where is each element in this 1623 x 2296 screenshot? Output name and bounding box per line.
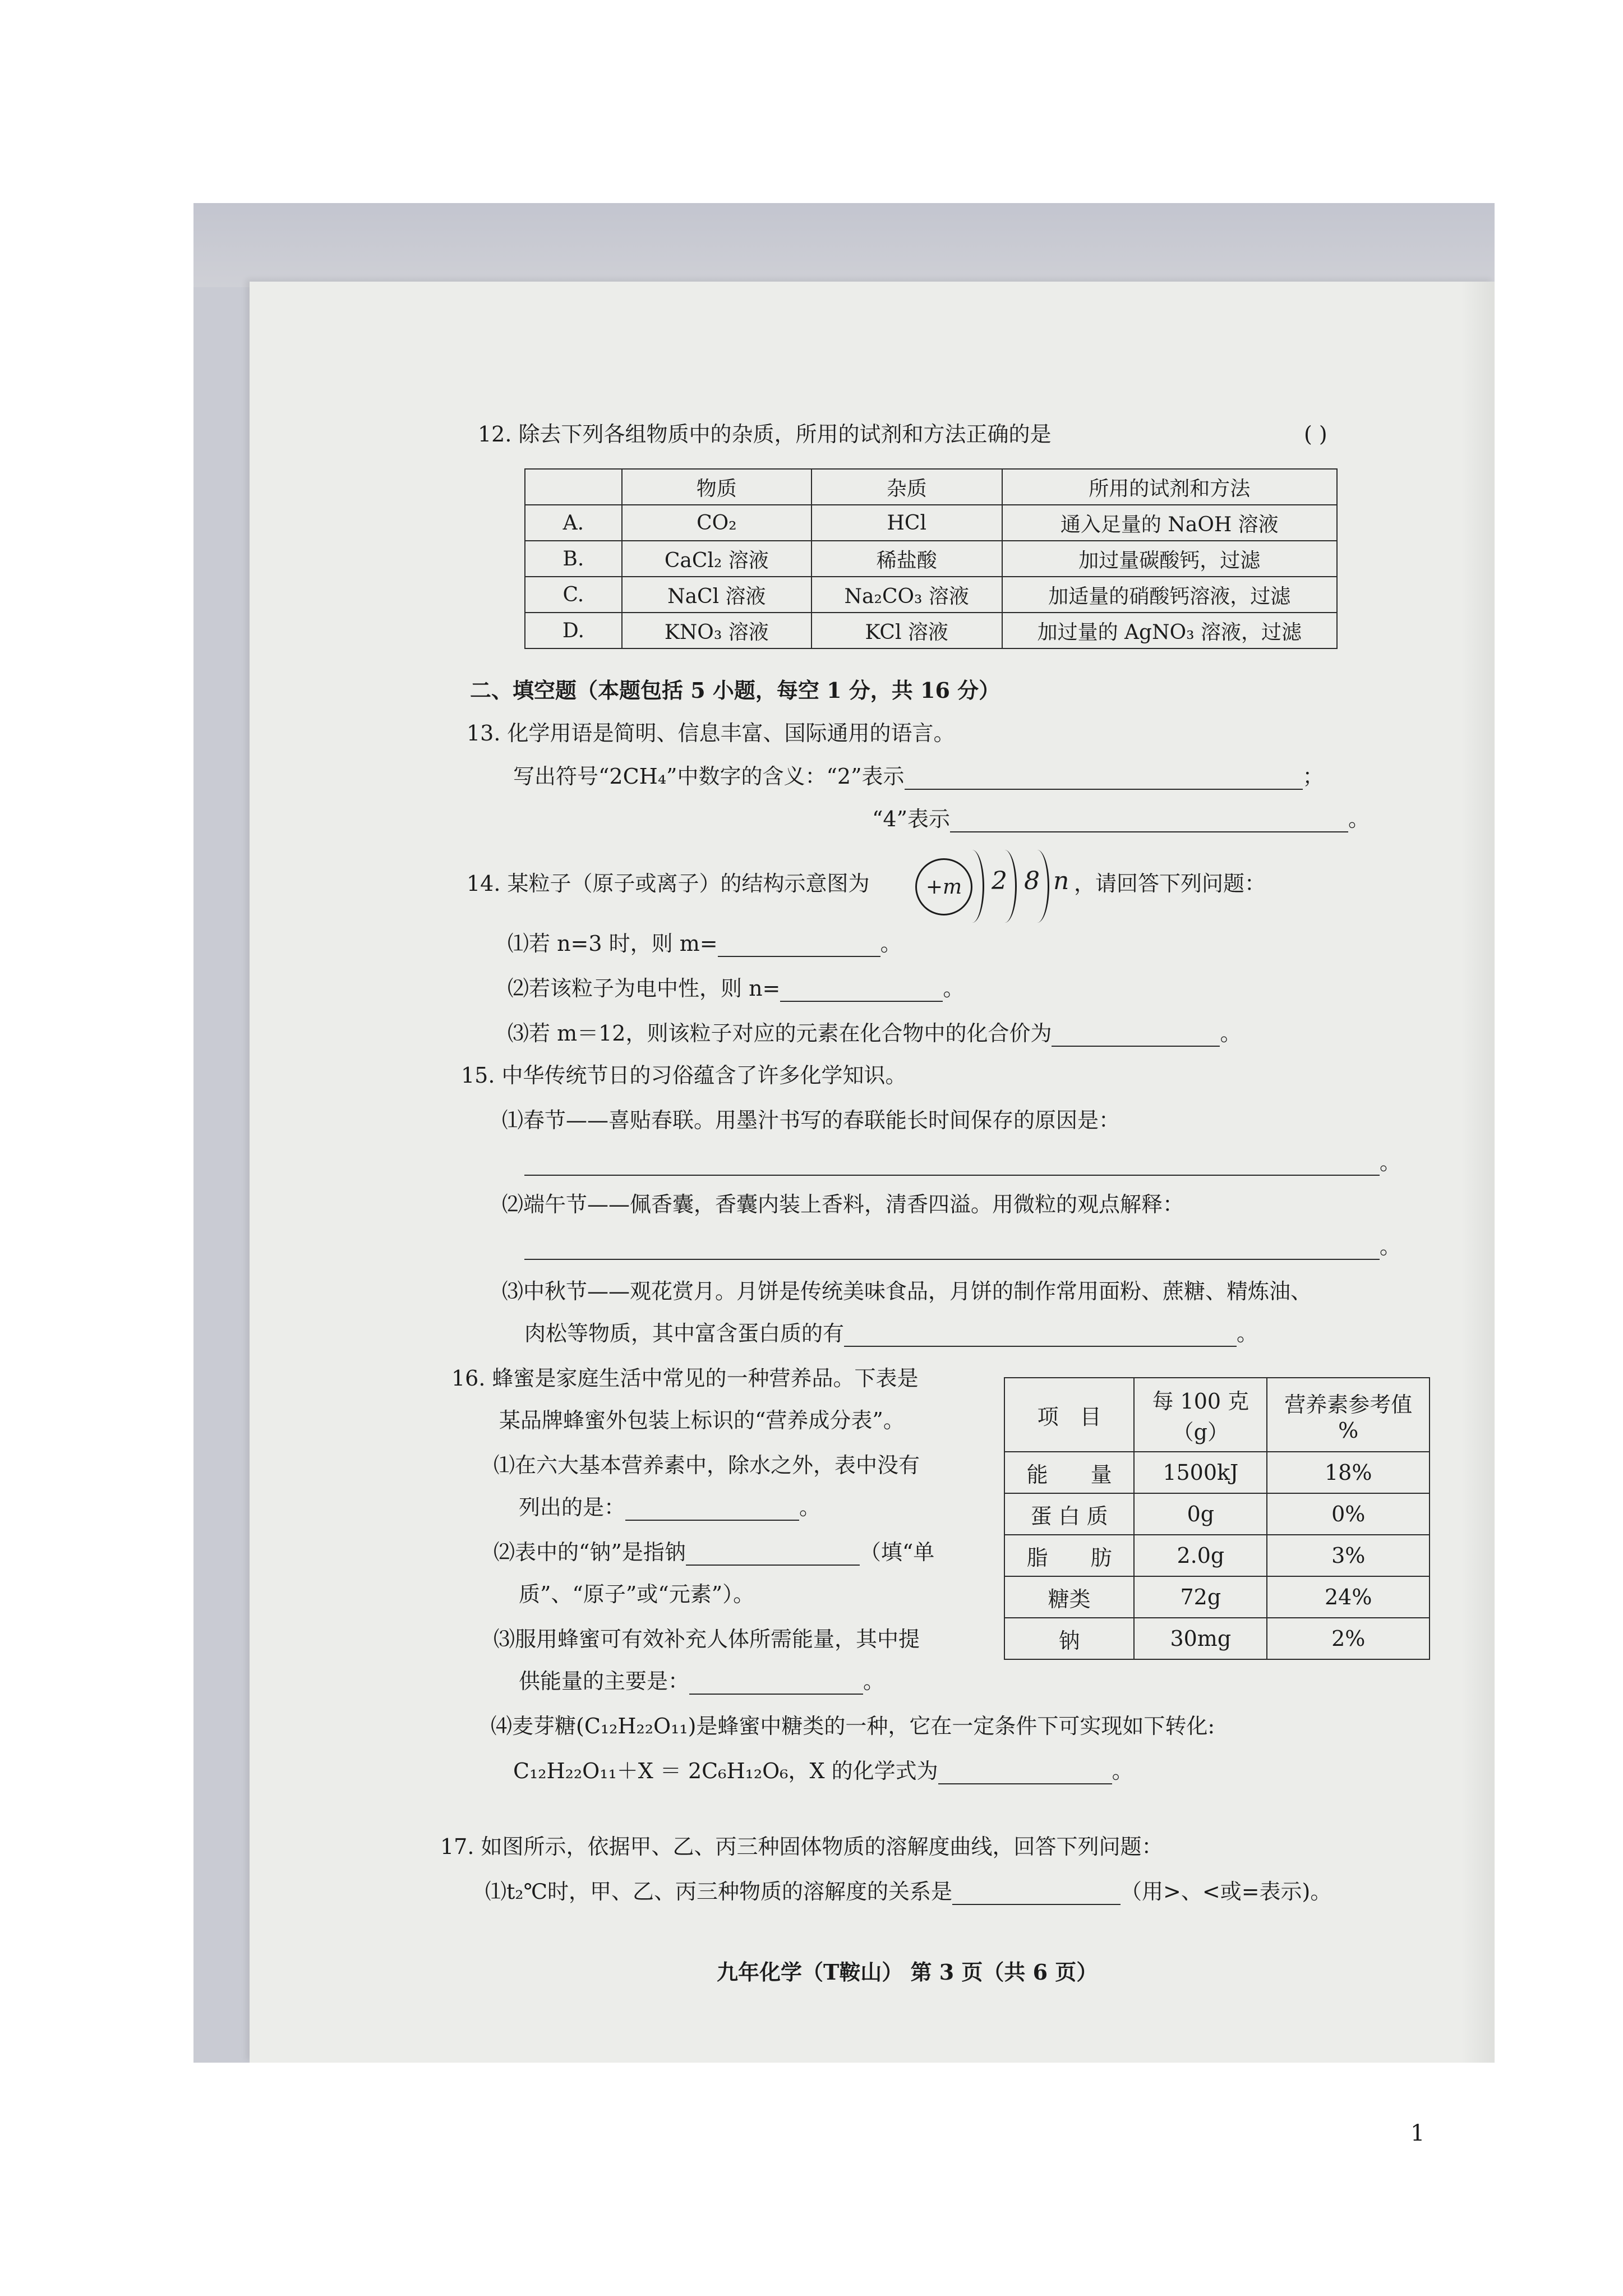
table-cell: 0g [1134,1493,1267,1535]
q13-line1 [513,764,1324,790]
q15-sub1-end: 。 [1380,1150,1401,1175]
table-cell: 脂 肪 [1004,1535,1134,1576]
q14-sub3-end: 。 [1220,1021,1242,1046]
table-cell: 加适量的硝酸钙溶液，过滤 [1002,577,1337,613]
table-cell: 加过量的 AgNO₃ 溶液，过滤 [1002,613,1337,648]
q16-line8 [519,1669,884,1695]
table-header: 杂质 [811,469,1002,505]
table-cell: HCl [811,505,1002,541]
section-heading: 二、填空题（本题包括 5 小题，每空 1 分，共 16 分） [470,678,1000,703]
answer-blank[interactable] [952,1883,1121,1905]
table-cell: 1500kJ [1134,1452,1267,1493]
table-row [1004,1493,1430,1535]
q14-stem-a: 14. 某粒子（原子或离子）的结构示意图为 [467,871,870,896]
q16-line4-text: 列出的是： [519,1495,626,1520]
table-cell: 稀盐酸 [811,541,1002,577]
q12-stem: 12. 除去下列各组物质中的杂质，所用的试剂和方法正确的是 [478,422,1052,447]
table-cell: 糖类 [1004,1576,1134,1618]
table-row [525,577,1337,613]
table-cell: CO₂ [622,505,811,541]
table-header [525,469,622,505]
answer-blank[interactable] [950,810,1348,832]
q15-sub3b-text: 肉松等物质，其中富含蛋白质的有 [524,1321,845,1346]
q16-line6: 质”、“原子”或“元素”）。 [519,1582,755,1607]
table-header-line: 每 100 克 [1152,1389,1249,1414]
table-cell: 加过量碳酸钙，过滤 [1002,541,1337,577]
q15-sub2-answer-line [524,1234,1401,1260]
q16-line9: ⑷麦芽糖(C₁₂H₂₂O₁₁)是蜂蜜中糖类的一种，它在一定条件下可实现如下转化: [491,1714,1215,1738]
q12-table [524,468,1338,649]
q15-sub2-end: 。 [1380,1234,1401,1259]
answer-blank[interactable] [625,1498,799,1521]
table-header: 所用的试剂和方法 [1002,469,1337,505]
q13-line2 [872,807,1370,832]
table-row [1004,1618,1430,1659]
sheet-shadow [1461,282,1495,2063]
table-cell: 0% [1267,1493,1430,1535]
table-cell: 30mg [1134,1618,1267,1659]
table-cell: 能 量 [1004,1452,1134,1493]
table-cell: B. [525,541,622,577]
table-row [525,613,1337,648]
page-number: 1 [1410,2120,1425,2146]
q15-sub3b [524,1321,1258,1347]
table-cell: 蛋 白 质 [1004,1493,1134,1535]
q15-sub3-end: 。 [1237,1321,1258,1346]
table-cell: A. [525,505,622,541]
answer-blank[interactable] [689,1672,863,1695]
q14-sub3-text: ⑶若 m＝12，则该粒子对应的元素在化合物中的化合价为 [508,1021,1052,1046]
table-cell: Na₂CO₃ 溶液 [811,577,1002,613]
q14-sub1-end: 。 [880,931,902,956]
q16-line4 [519,1495,820,1521]
answer-blank[interactable] [524,1153,1380,1176]
q16-line10-end: 。 [1112,1759,1133,1783]
q12-answer-paren: ( ) [1304,422,1327,447]
table-header-row [525,469,1337,505]
atom-nucleus: +m [915,858,972,915]
q13-stem: 13. 化学用语是简明、信息丰富、国际通用的语言。 [467,721,955,746]
q16-line5-text: ⑵表中的“钠”是指钠 [494,1540,686,1565]
q16-line5-end: （填“单 [859,1540,935,1565]
table-header [1267,1378,1430,1452]
q14-sub2 [508,976,964,1002]
answer-blank[interactable] [905,767,1303,790]
table-header: 物质 [622,469,811,505]
table-cell: KCl 溶液 [811,613,1002,648]
nutrition-table [1004,1377,1430,1660]
q14-sub2-end: 。 [943,976,965,1001]
q15-stem: 15. 中华传统节日的习俗蕴含了许多化学知识。 [461,1063,907,1088]
q16-line3: ⑴在六大基本营养素中，除水之外，表中没有 [494,1453,920,1478]
answer-blank[interactable] [780,979,943,1002]
shell-electrons-1: 2 [992,867,1007,895]
q14-sub1 [508,931,902,957]
table-cell: CaCl₂ 溶液 [622,541,811,577]
q16-line4-end: 。 [799,1495,821,1520]
q13-line1-end: ； [1302,764,1324,789]
table-cell: 3% [1267,1535,1430,1576]
q17-sub1-end: （用>、<或=表示)。 [1121,1879,1332,1904]
q16-line1: 16. 蜂蜜是家庭生活中常见的一种营养品。下表是 [451,1366,919,1391]
table-cell: KNO₃ 溶液 [622,613,811,648]
table-cell: 72g [1134,1576,1267,1618]
q16-line2: 某品牌蜂蜜外包装上标识的“营养成分表”。 [499,1408,905,1433]
table-header-line: （g） [1172,1420,1229,1444]
table-cell: C. [525,577,622,613]
q13-line2-end: 。 [1348,807,1370,831]
table-row [1004,1535,1430,1576]
answer-blank[interactable] [938,1762,1112,1784]
page-footer: 九年化学（T鞍山） 第 3 页（共 6 页） [717,1959,1098,1985]
table-header-line: 营养素参考值 [1284,1392,1413,1417]
q15-sub1: ⑴春节——喜贴春联。用墨汁书写的春联能长时间保存的原因是： [502,1108,1121,1133]
table-cell: 钠 [1004,1618,1134,1659]
q13-line2-text: “4”表示 [872,807,951,831]
table-header-row [1004,1378,1430,1452]
answer-blank[interactable] [718,935,880,957]
q15-sub1-answer-line [524,1150,1401,1176]
table-cell: 通入足量的 NaOH 溶液 [1002,505,1337,541]
q16-line5 [494,1540,934,1566]
q13-line1-text: 写出符号“2CH₄”中数字的含义：“2”表示 [513,764,905,789]
table-cell: 2% [1267,1618,1430,1659]
electron-shell-arc [993,850,1017,923]
table-header-line: % [1338,1418,1359,1443]
q15-sub3a: ⑶中秋节——观花赏月。月饼是传统美味食品，月饼的制作常用面粉、蔗糖、精炼油、 [502,1279,1312,1304]
answer-blank[interactable] [844,1324,1237,1347]
q16-line10-text: C₁₂H₂₂O₁₁＋X ＝ 2C₆H₁₂O₆，X 的化学式为 [513,1759,938,1783]
table-cell: D. [525,613,622,648]
table-cell: 24% [1267,1576,1430,1618]
answer-blank[interactable] [1052,1024,1220,1047]
q17-sub1-text: ⑴t₂℃时，甲、乙、丙三种物质的溶解度的关系是 [485,1879,953,1904]
q14-sub2-text: ⑵若该粒子为电中性，则 n= [508,976,781,1001]
q15-sub2: ⑵端午节——佩香囊，香囊内装上香料，清香四溢。用微粒的观点解释： [502,1192,1184,1217]
q16-line8-text: 供能量的主要是： [519,1669,690,1694]
table-row [1004,1576,1430,1618]
table-cell: NaCl 溶液 [622,577,811,613]
shell-electrons-3: n [1053,867,1069,895]
electron-shell-arc [1025,850,1049,923]
electron-shell-arc [960,850,984,923]
q16-line8-end: 。 [863,1669,885,1694]
table-header: 项 目 [1004,1378,1134,1452]
background-surface [193,203,1495,287]
table-row [525,505,1337,541]
table-row [525,541,1337,577]
q14-sub3 [508,1021,1241,1047]
table-cell: 2.0g [1134,1535,1267,1576]
table-cell: 18% [1267,1452,1430,1493]
table-header [1134,1378,1267,1452]
q17-stem: 17. 如图所示，依据甲、乙、丙三种固体物质的溶解度曲线，回答下列问题： [440,1834,1163,1859]
q16-line10 [513,1759,1133,1784]
answer-blank[interactable] [686,1543,860,1566]
q16-line7: ⑶服用蜂蜜可有效补充人体所需能量，其中提 [494,1627,920,1651]
table-row [1004,1452,1430,1493]
q14-sub1-text: ⑴若 n=3 时，则 m= [508,931,718,956]
q17-sub1 [485,1879,1331,1905]
q14-stem-b: ，请回答下列问题： [1074,871,1266,896]
answer-blank[interactable] [524,1237,1380,1260]
shell-electrons-2: 8 [1024,867,1040,895]
